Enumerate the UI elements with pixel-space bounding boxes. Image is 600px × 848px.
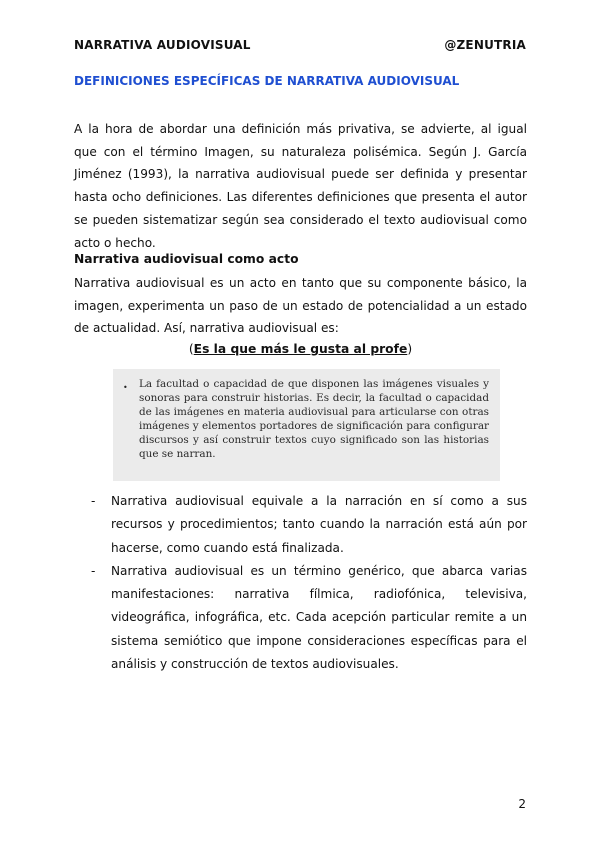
quote-image	[113, 369, 500, 481]
list-item	[74, 560, 527, 676]
caption	[74, 342, 527, 356]
list-dash: -	[91, 563, 96, 578]
list-item	[74, 490, 527, 560]
header-handle: @ZENUTRIA	[444, 38, 526, 52]
caption-close-paren: )	[407, 342, 413, 356]
list-item-text: Narrativa audiovisual equivale a la narración en sí como a sus recursos y procedimientos; tanto cuando la narración está aún por hacerse, como cuando está finalizada.	[111, 494, 527, 555]
subheading: Narrativa audiovisual como acto	[74, 252, 299, 266]
caption-emphasis: Es la que más le gusta al profe	[193, 342, 408, 356]
act-paragraph: Narrativa audiovisual es un acto en tanto que su componente básico, la imagen, experimenta un paso de un estado de potencialidad a un estado de actualidad. Así, narrativa audiovisual es:	[74, 276, 527, 336]
list-dash: -	[91, 494, 96, 508]
page-number: 2	[518, 797, 526, 811]
section-title: DEFINICIONES ESPECÍFICAS DE NARRATIVA AUDIOVISUAL	[74, 74, 460, 88]
quote-bullet: •	[123, 383, 128, 392]
header-title: NARRATIVA AUDIOVISUAL	[74, 38, 251, 52]
intro-paragraph: A la hora de abordar una definición más privativa, se advierte, al igual que con el término Imagen, su naturaleza polisémica. Según J. García Jiménez (1993), la narrativa audiovisual puede ser definida y presentar hasta ocho definiciones. Las diferentes definiciones que presenta el autor se pueden sistematizar según sea considerado el texto audiovisual como acto o hecho.	[74, 122, 527, 250]
definition-list	[74, 490, 527, 676]
quote-text: La facultad o capacidad de que disponen las imágenes visuales y sonoras para construir historias. Es decir, la facultad o capacidad de las imágenes en materia audiovisual para articularse con otras imágenes y elementos portadores de significación para configurar discursos y así construir textos cuyo significado son las historias que se narran.	[139, 378, 489, 460]
page-header	[74, 38, 526, 52]
caption-open-paren: (	[188, 342, 194, 356]
list-item-text: Narrativa audiovisual es un término genérico, que abarca varias manifestaciones: narrativa fílmica, radiofónica, televisiva, videográfica, infográfica, etc. Cada acepción particular remite a un sistema semiótico que impone consideraciones específicas para el análisis y construcción de textos audiovisuales.	[111, 563, 527, 672]
